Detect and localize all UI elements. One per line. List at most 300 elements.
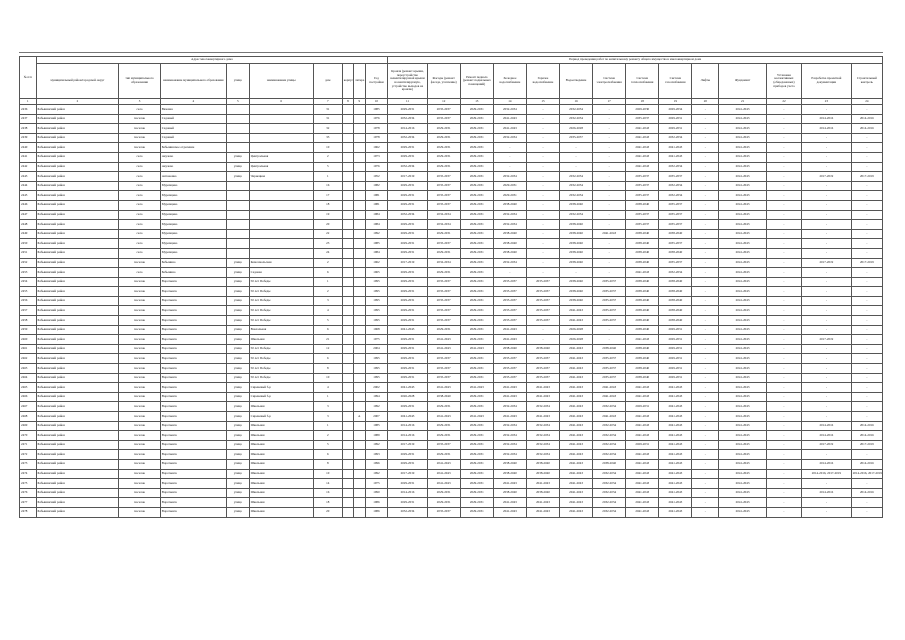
table-cell: - [766, 143, 801, 153]
table-cell [342, 114, 353, 124]
table-cell: Чернецкая [249, 172, 313, 182]
table-cell: 2032-2034 [593, 479, 626, 489]
table-cell: 2029-2031 [460, 143, 493, 153]
table-cell: 2041-2043 [719, 335, 767, 345]
table-cell: 2041-2043 [560, 488, 593, 498]
table-cell: 4 [313, 306, 342, 316]
table-cell: улица [226, 344, 249, 354]
table-row [20, 152, 883, 162]
table-cell: 2041-2043 [427, 459, 460, 469]
table-cell [249, 133, 313, 143]
table-cell: Бабынино [160, 258, 226, 268]
table-cell: Воротынск [160, 287, 226, 297]
table-cell: - [692, 143, 719, 153]
table-cell: - [851, 268, 882, 278]
table-cell: - [692, 344, 719, 354]
table-cell: 2041-2043 [719, 344, 767, 354]
table-cell: 2041-2043 [560, 354, 593, 364]
table-cell: 2041-2043 [560, 316, 593, 326]
table-cell: 2038-2040 [560, 220, 593, 230]
table-cell: 2041-2043 [526, 507, 559, 517]
table-cell: 2032-2034 [659, 191, 692, 201]
table-cell: 2035-2037 [427, 172, 460, 182]
table-cell: 2026-2028 [560, 124, 593, 134]
table-cell: 1978 [365, 133, 388, 143]
column-number: 19 [659, 99, 692, 105]
table-cell: Бабынинский район [36, 488, 119, 498]
table-cell: 2017-2019 [851, 258, 882, 268]
table-cell: 2035-2037 [659, 172, 692, 182]
table-cell: Муромцево [160, 248, 226, 258]
table-cell: 2041-2043 [626, 479, 659, 489]
table-cell [342, 335, 353, 345]
table-cell: 2035-2037 [626, 172, 659, 182]
table-cell: - [560, 143, 593, 153]
table-cell [354, 287, 365, 297]
table-cell [354, 344, 365, 354]
table-cell: 2029-2031 [659, 354, 692, 364]
table-cell: 2041-2043 [493, 383, 526, 393]
table-cell: 2038-2040 [493, 469, 526, 479]
table-cell: - [802, 277, 852, 287]
table-cell [354, 268, 365, 278]
table-cell [342, 162, 353, 172]
table-cell: 2041-2043 [560, 383, 593, 393]
table-row [20, 105, 883, 115]
table-row [20, 306, 883, 316]
table-cell: - [802, 373, 852, 383]
table-row [20, 412, 883, 422]
table-cell: Бабынинский район [36, 181, 119, 191]
table-cell: 2029-2031 [427, 229, 460, 239]
table-cell [354, 469, 365, 479]
table-cell: 2041-2043 [719, 105, 767, 115]
table-cell: 1984 [365, 210, 388, 220]
table-cell: 2041-2043 [593, 412, 626, 422]
table-cell: Воротынск [160, 479, 226, 489]
table-cell [342, 210, 353, 220]
table-cell: село [119, 248, 160, 258]
table-cell: улица [226, 152, 249, 162]
table-cell: - [526, 133, 559, 143]
table-cell: - [692, 440, 719, 450]
table-cell: 2029-2031 [388, 479, 427, 489]
table-cell: 2014-2016 [802, 488, 852, 498]
table-cell: - [692, 325, 719, 335]
table-cell: 2035-2037 [427, 114, 460, 124]
table-cell: поселок [119, 335, 160, 345]
table-cell: - [851, 498, 882, 508]
table-cell: 2041-2043 [719, 133, 767, 143]
table-cell: 2029-2031 [388, 191, 427, 201]
table-cell: 2041-2043 [659, 440, 692, 450]
table-cell: Бабынинский район [36, 459, 119, 469]
table-cell: 2032-2034 [560, 191, 593, 201]
table-cell [354, 354, 365, 364]
table-cell: 2032-2034 [493, 133, 526, 143]
table-cell: улица [226, 162, 249, 172]
table-cell: 5 [313, 162, 342, 172]
table-cell: 2041-2043 [388, 383, 427, 393]
table-cell: 2038-2040 [493, 248, 526, 258]
table-cell: 2032-2034 [560, 105, 593, 115]
table-cell: - [692, 431, 719, 441]
column-number: 22 [766, 99, 801, 105]
table-cell [354, 364, 365, 374]
table-cell: - [526, 191, 559, 201]
table-cell: - [851, 296, 882, 306]
table-cell: - [526, 181, 559, 191]
table-cell: - [851, 392, 882, 402]
table-cell [226, 229, 249, 239]
table-cell: 2457 [20, 306, 37, 316]
table-cell: 6 [313, 325, 342, 335]
table-cell: 2029-2031 [460, 306, 493, 316]
table-cell: 2475 [20, 479, 37, 489]
table-cell: - [692, 498, 719, 508]
table-cell: 2035-2037 [659, 210, 692, 220]
table-cell: поселок [119, 306, 160, 316]
table-cell: 2038-2040 [560, 296, 593, 306]
table-cell: - [802, 248, 852, 258]
table-cell: - [766, 316, 801, 326]
column-header: Разработка проектной документации [802, 64, 852, 99]
table-cell: 1982 [365, 181, 388, 191]
table-cell: - [851, 344, 882, 354]
table-cell [342, 498, 353, 508]
table-cell: - [593, 258, 626, 268]
table-cell: 8 [313, 364, 342, 374]
table-cell: 2035-2037 [659, 220, 692, 230]
table-cell: 2029-2031 [388, 152, 427, 162]
table-cell [354, 191, 365, 201]
table-cell [226, 181, 249, 191]
table-cell [342, 181, 353, 191]
table-cell: 2035-2037 [493, 364, 526, 374]
table-cell: - [802, 450, 852, 460]
table-cell: 2029-2031 [427, 450, 460, 460]
table-cell: 2038-2040 [626, 364, 659, 374]
table-cell: - [851, 191, 882, 201]
table-cell: Бабынинский район [36, 383, 119, 393]
table-cell: 2035-2037 [526, 316, 559, 326]
table-cell: Садовый [160, 133, 226, 143]
table-cell: 2041-2043 [560, 412, 593, 422]
table-cell: 2029-2031 [388, 220, 427, 230]
table-cell: улица [226, 172, 249, 182]
table-cell: 2038-2040 [659, 248, 692, 258]
column-number: 20 [692, 99, 719, 105]
table-cell [354, 277, 365, 287]
table-cell: 2041-2043 [427, 335, 460, 345]
table-cell: поселок [119, 440, 160, 450]
table-cell: 8 [313, 459, 342, 469]
table-cell: 2035-2037 [427, 239, 460, 249]
table-cell: 2041-2043 [719, 200, 767, 210]
table-cell: 2041-2043 [427, 412, 460, 422]
table-cell [354, 124, 365, 134]
table-cell: - [851, 200, 882, 210]
table-cell: 2035-2037 [526, 287, 559, 297]
table-cell: село [119, 220, 160, 230]
table-cell: - [851, 316, 882, 326]
table-cell: 2017-2019 [802, 172, 852, 182]
table-cell: 2467 [20, 402, 37, 412]
table-cell: - [851, 210, 882, 220]
table-row [20, 181, 883, 191]
table-cell: 2035-2037 [626, 210, 659, 220]
table-cell: - [802, 181, 852, 191]
table-cell: 2038-2040 [626, 200, 659, 210]
table-cell: 2029-2031 [427, 133, 460, 143]
table-cell [354, 325, 365, 335]
table-cell: - [692, 287, 719, 297]
table-cell: 1994 [365, 392, 388, 402]
table-cell: 2032-2034 [526, 440, 559, 450]
table-cell: 2029-2031 [460, 287, 493, 297]
table-cell: 2017-2019 [802, 440, 852, 450]
table-cell: 2471 [20, 440, 37, 450]
table-cell: 1984 [365, 220, 388, 230]
table-cell: 2029-2031 [427, 498, 460, 508]
table-row [20, 488, 883, 498]
table-cell: 2029-2031 [659, 364, 692, 374]
table-cell: 2035-2037 [626, 114, 659, 124]
table-cell [226, 210, 249, 220]
table-cell: 2038-2040 [626, 306, 659, 316]
table-cell: 2029-2031 [460, 421, 493, 431]
table-cell: 2041-2043 [427, 479, 460, 489]
table-cell: 2041-2043 [560, 469, 593, 479]
table-cell: - [692, 306, 719, 316]
table-cell: - [593, 152, 626, 162]
table-cell: улица [226, 402, 249, 412]
table-row [20, 133, 883, 143]
table-cell: - [802, 229, 852, 239]
table-cell: 2029-2031 [388, 450, 427, 460]
table-cell: - [692, 507, 719, 517]
table-cell: 5 [313, 440, 342, 450]
table-cell: 2035-2037 [593, 354, 626, 364]
table-cell: Воротынск [160, 440, 226, 450]
table-cell: 2038-2040 [560, 248, 593, 258]
table-cell: 1995 [365, 277, 388, 287]
table-cell: Воротынск [160, 498, 226, 508]
table-cell: 2041-2043 [659, 431, 692, 441]
table-cell: 2029-2031 [626, 402, 659, 412]
table-cell: 2041-2043 [526, 383, 559, 393]
table-cell: - [692, 268, 719, 278]
table-cell: 2441 [20, 152, 37, 162]
table-cell: улица [226, 364, 249, 374]
table-cell: 2038-2040 [659, 287, 692, 297]
table-cell: улица [226, 421, 249, 431]
table-cell: 2041-2043 [659, 392, 692, 402]
table-cell [342, 392, 353, 402]
table-row [20, 124, 883, 134]
table-cell: 2032-2034 [659, 162, 692, 172]
table-cell: 2041-2043 [388, 325, 427, 335]
table-cell: 2029-2031 [460, 268, 493, 278]
table-cell: 2041-2043 [626, 383, 659, 393]
table-cell [354, 373, 365, 383]
table-cell [354, 431, 365, 441]
table-cell: 2038-2040 [560, 239, 593, 249]
table-cell [354, 162, 365, 172]
table-cell: 2474 [20, 469, 37, 479]
table-cell: - [593, 172, 626, 182]
table-cell: - [802, 152, 852, 162]
column-header: улица [226, 64, 249, 99]
table-cell: 2014-2016 [802, 431, 852, 441]
table-cell: - [766, 210, 801, 220]
table-cell: 1992 [365, 229, 388, 239]
table-cell: 2041-2043 [626, 459, 659, 469]
table-cell: 2032-2034 [659, 133, 692, 143]
table-cell: поселок [119, 296, 160, 306]
table-cell: 2029-2031 [460, 431, 493, 441]
table-cell: - [851, 162, 882, 172]
table-cell: - [526, 114, 559, 124]
table-cell: 2041-2043 [560, 507, 593, 517]
table-cell: - [593, 133, 626, 143]
table-row [20, 479, 883, 489]
table-cell: 2029-2031 [460, 469, 493, 479]
table-cell: - [593, 181, 626, 191]
table-cell: 2041-2043 [719, 191, 767, 201]
table-cell: - [766, 344, 801, 354]
table-cell: 2041-2043 [719, 402, 767, 412]
table-cell: - [802, 105, 852, 115]
table-cell [342, 133, 353, 143]
table-cell [342, 172, 353, 182]
table-cell: поселок [119, 498, 160, 508]
table-cell: 2038-2040 [626, 316, 659, 326]
table-cell: 2014-2016 [802, 421, 852, 431]
table-cell [354, 450, 365, 460]
table-cell: - [766, 229, 801, 239]
table-cell: 2029-2031 [427, 325, 460, 335]
table-cell: - [851, 335, 882, 345]
table-cell: 2465 [20, 383, 37, 393]
column-header: Система теплоснабжения [626, 64, 659, 99]
table-cell: 2029-2031 [427, 431, 460, 441]
table-cell: 2041-2043 [593, 392, 626, 402]
table-cell: 1985 [365, 239, 388, 249]
table-cell: Бабынинский район [36, 191, 119, 201]
table-cell: Бабынинский район [36, 335, 119, 345]
table-cell: село [119, 162, 160, 172]
table-cell: 2029-2031 [659, 373, 692, 383]
table-cell: - [493, 268, 526, 278]
table-cell: - [802, 210, 852, 220]
table-cell: 2038-2040 [560, 287, 593, 297]
table-cell: 2035-2037 [427, 364, 460, 374]
column-number: 13 [460, 99, 493, 105]
table-cell: - [526, 200, 559, 210]
table-cell: Вокзальная [249, 325, 313, 335]
table-row [20, 383, 883, 393]
table-cell: 2032-2034 [493, 450, 526, 460]
table-row [20, 296, 883, 306]
table-cell: 2029-2031 [460, 210, 493, 220]
table-cell: 2041-2043 [460, 383, 493, 393]
table-cell: 2032-2034 [526, 431, 559, 441]
table-cell: 2041-2043 [560, 440, 593, 450]
table-row [20, 277, 883, 287]
table-cell: 2029-2031 [388, 306, 427, 316]
table-cell: 2035-2037 [626, 191, 659, 201]
table-cell: Комсомольская [249, 258, 313, 268]
table-cell: 2029-2031 [388, 354, 427, 364]
table-cell: 2007 [365, 412, 388, 422]
table-row [20, 143, 883, 153]
table-cell: - [692, 335, 719, 345]
table-cell: - [766, 488, 801, 498]
table-row [20, 220, 883, 230]
table-cell: - [802, 344, 852, 354]
table-cell: 2448 [20, 220, 37, 230]
table-cell: 32 [313, 124, 342, 134]
table-cell: Бабынинский район [36, 258, 119, 268]
table-cell: Бабынинский район [36, 133, 119, 143]
table-cell [342, 459, 353, 469]
table-cell: Школьная [249, 459, 313, 469]
table-cell: 2029-2031 [460, 373, 493, 383]
table-cell: 2041-2043 [719, 450, 767, 460]
table-cell: 2032-2034 [593, 488, 626, 498]
table-cell: 2038-2040 [659, 306, 692, 316]
table-cell: Садовая [249, 268, 313, 278]
table-cell: 2038-2040 [560, 229, 593, 239]
table-cell: - [851, 181, 882, 191]
column-header: Ремонт подвала (ремонт подвальных помещений) [460, 64, 493, 99]
table-cell: - [593, 191, 626, 201]
table-cell: Воротынск [160, 364, 226, 374]
table-cell [342, 488, 353, 498]
table-cell: Воротынск [160, 421, 226, 431]
table-cell: 1986 [365, 498, 388, 508]
table-cell: 2035-2037 [593, 296, 626, 306]
table-cell: 2035-2037 [593, 277, 626, 287]
table-cell: село [119, 229, 160, 239]
column-number: 24 [851, 99, 882, 105]
table-cell: Воротынск [160, 488, 226, 498]
table-cell: 1975 [365, 479, 388, 489]
table-cell: - [851, 133, 882, 143]
table-cell: поселок [119, 133, 160, 143]
table-cell [249, 143, 313, 153]
table-cell: - [692, 181, 719, 191]
table-cell: Сиреневый б-р [249, 383, 313, 393]
table-cell: 2029-2031 [388, 229, 427, 239]
table-cell: поселок [119, 392, 160, 402]
table-cell [354, 143, 365, 153]
table-cell: 2032-2034 [493, 172, 526, 182]
table-row [20, 316, 883, 326]
table-cell: - [851, 287, 882, 297]
table-row [20, 191, 883, 201]
table-cell: - [802, 383, 852, 393]
table-cell: 2014-2016 [388, 421, 427, 431]
table-cell: Акулово [160, 162, 226, 172]
table-cell: улица [226, 268, 249, 278]
column-number: 2 [36, 99, 119, 105]
table-cell: 2041-2043 [719, 220, 767, 230]
table-cell: 2014-2016 [851, 114, 882, 124]
table-cell: 2466 [20, 392, 37, 402]
table-cell: Бабынинский район [36, 392, 119, 402]
